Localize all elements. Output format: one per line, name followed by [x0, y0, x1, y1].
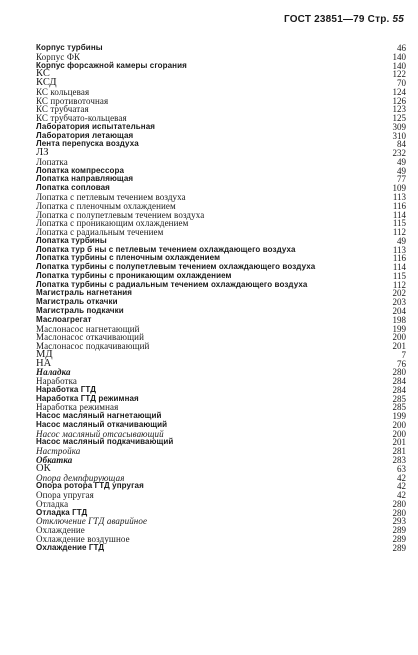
entry-page-number: 113: [392, 244, 406, 255]
entry-page-number: 76: [397, 358, 406, 369]
entry-page-number: 203: [392, 297, 406, 308]
index-entry: [36, 491, 406, 500]
entry-term: Опора демпфирующая: [36, 472, 125, 483]
entry-term: Магистраль нагнетания: [36, 288, 133, 298]
entry-page-number: 114: [392, 209, 406, 220]
entry-term: Магистраль откачки: [36, 297, 118, 307]
entry-term: Лопатка с радиальным течением: [36, 227, 164, 238]
entry-page-number: 289: [392, 533, 406, 544]
index-entry: [36, 140, 406, 149]
entry-page-number: 280: [392, 367, 406, 378]
entry-term: Лаборатория летающая: [36, 130, 134, 140]
entry-page-number: 63: [397, 463, 406, 474]
entry-page-number: 114: [392, 262, 406, 273]
entry-term: ЛЗ: [36, 147, 49, 159]
entry-term: Отладка: [36, 498, 69, 509]
index-entry: [36, 544, 406, 553]
index-entry: [36, 44, 406, 53]
index-entry: [36, 97, 406, 106]
index-entry: [36, 348, 406, 360]
index-entry: [36, 357, 406, 369]
entry-page-number: 123: [392, 104, 406, 115]
entry-page-number: 285: [392, 402, 406, 413]
entry-term: Корпус ФК: [36, 51, 81, 62]
entry-term: КСД: [36, 77, 57, 89]
entry-page-number: 204: [392, 305, 406, 316]
entry-term: Охлаждение: [36, 525, 85, 536]
index-entry: [36, 70, 406, 79]
entry-term: Маслонасос откачивающий: [36, 332, 144, 343]
entry-page-number: 112: [392, 279, 406, 290]
entry-term: Корпус турбины: [36, 43, 103, 52]
entry-term: Опора упругая: [36, 490, 94, 501]
entry-term: Обкатка: [36, 454, 73, 465]
entry-page-number: 200: [392, 332, 406, 343]
entry-page-number: 281: [392, 446, 406, 457]
entry-term: Насос масляный откачивающий: [36, 419, 168, 429]
index-entry: [36, 62, 406, 71]
entry-page-number: 200: [392, 419, 406, 430]
entry-term: Наработка ГТД режимная: [36, 393, 139, 403]
entry-term: Лопатка турбины: [36, 235, 107, 245]
index-entry: [36, 500, 406, 509]
entry-page-number: 125: [392, 113, 406, 124]
entry-page-number: 115: [392, 218, 406, 229]
entry-page-number: 283: [392, 454, 406, 465]
entry-page-number: 293: [392, 516, 406, 527]
index-list: [36, 44, 406, 552]
entry-page-number: 112: [392, 227, 406, 238]
entry-term: Лаборатория испытательная: [36, 121, 156, 131]
index-entry: [36, 456, 406, 465]
entry-page-number: 285: [392, 393, 406, 404]
index-entry: [36, 517, 406, 526]
entry-page-number: 109: [392, 183, 406, 194]
entry-term: Маслонасос подкачивающий: [36, 341, 150, 352]
index-entry: [36, 342, 406, 351]
entry-page-number: 140: [392, 60, 406, 71]
entry-page-number: 49: [397, 165, 406, 176]
entry-term: Лента перепуска воздуха: [36, 139, 139, 149]
entry-term: Наработка режимная: [36, 402, 119, 413]
entry-page-number: 201: [392, 341, 406, 352]
entry-page-number: 42: [397, 481, 406, 492]
entry-term: Охлаждение воздушное: [36, 533, 130, 544]
entry-term: КС кольцевая: [36, 86, 90, 97]
entry-term: Лопатка сопловая: [36, 183, 110, 193]
entry-term: Лопатка направляющая: [36, 174, 134, 184]
entry-page-number: 309: [392, 121, 406, 132]
entry-page-number: 200: [392, 428, 406, 439]
entry-term: Отладка ГТД: [36, 507, 88, 517]
entry-term: Лопатка с полупетлевым течением воздуха: [36, 209, 205, 220]
entry-page-number: 202: [392, 288, 406, 299]
entry-term: Лопатка турбины с радиальным течением охлаждающего воздуха: [36, 279, 308, 289]
entry-page-number: 310: [392, 130, 406, 141]
entry-page-number: 49: [397, 235, 406, 246]
entry-page-number: 42: [397, 472, 406, 483]
entry-term: МД: [36, 348, 53, 360]
standard-number: ГОСТ 23851—79: [283, 14, 365, 25]
entry-term: Лопатка компрессора: [36, 165, 125, 175]
entry-page-number: 289: [392, 525, 406, 536]
entry-term: Лопатка: [36, 156, 68, 167]
entry-page-number: 126: [392, 95, 406, 106]
entry-term: Лопатка турбины с пленочным охлаждением: [36, 253, 221, 263]
entry-term: Лопатка турбины с проникающим охлаждением: [36, 270, 232, 280]
entry-term: КС: [36, 68, 50, 80]
entry-page-number: 49: [397, 156, 406, 167]
entry-term: Наработка ГТД: [36, 384, 97, 394]
entry-term: Лопатка тур б ны с петлевым течением охлаждающего воздуха: [36, 244, 296, 254]
entry-term: Опора ротора ГТД упругая: [36, 481, 144, 491]
entry-term: Насос масляный нагнетающий: [36, 411, 162, 421]
index-entry: [36, 79, 406, 88]
entry-term: Маслонасос нагнетающий: [36, 323, 140, 334]
entry-term: Лопатка с пленочным охлаждением: [36, 200, 176, 211]
index-entry: [36, 438, 406, 447]
entry-page-number: 140: [392, 51, 406, 62]
entry-term: КС противоточная: [36, 95, 109, 106]
entry-term: Насос масляный отсасывающий: [36, 428, 164, 439]
entry-page-number: 115: [392, 270, 406, 281]
entry-page-number: 7: [401, 349, 406, 360]
page-header: [284, 14, 404, 25]
entry-page-number: 284: [392, 376, 406, 387]
entry-term: ОК: [36, 462, 51, 474]
entry-page-number: 122: [392, 69, 406, 80]
entry-page-number: 199: [392, 411, 406, 422]
entry-page-number: 42: [397, 490, 406, 501]
entry-term: Охлаждение ГТД: [36, 542, 105, 552]
entry-page-number: 124: [392, 86, 406, 97]
entry-page-number: 113: [392, 192, 406, 203]
entry-term: КС трубчатая: [36, 104, 89, 115]
entry-term: Лопатка с проникающим охлаждением: [36, 218, 189, 229]
index-entry: [36, 447, 406, 456]
index-entry: [36, 368, 406, 377]
entry-term: КС трубчато-кольцевая: [36, 113, 127, 124]
entry-page-number: 289: [392, 542, 406, 553]
index-entry: [36, 149, 406, 158]
entry-page-number: 77: [397, 174, 406, 185]
entry-page-number: 84: [397, 139, 406, 150]
entry-page-number: 280: [392, 507, 406, 518]
entry-term: Наладка: [36, 367, 71, 378]
entry-page-number: 46: [397, 43, 406, 53]
entry-page-number: 116: [392, 200, 406, 211]
entry-page-number: 280: [392, 498, 406, 509]
entry-page-number: 199: [392, 323, 406, 334]
entry-page-number: 198: [392, 314, 406, 325]
entry-term: Отключение ГТД аварийное: [36, 516, 148, 527]
entry-page-number: 284: [392, 384, 406, 395]
entry-term: Настройка: [36, 446, 81, 457]
page-label: Стр.: [367, 14, 390, 25]
entry-term: Лопатка турбины с полупетлевым течением охлаждающего воздуха: [36, 262, 316, 272]
entry-term: НА: [36, 357, 52, 369]
entry-page-number: 201: [392, 437, 406, 448]
entry-page-number: 70: [397, 78, 406, 89]
entry-term: Корпус форсажной камеры сгорания: [36, 60, 187, 70]
page-number: 55: [392, 14, 404, 25]
entry-term: Маслоагрегат: [36, 314, 92, 324]
entry-term: Магистраль подкачки: [36, 305, 124, 315]
entry-page-number: 232: [392, 148, 406, 159]
entry-term: Насос масляный подкачивающий: [36, 437, 174, 447]
entry-term: Лопатка с петлевым течением воздуха: [36, 192, 186, 203]
entry-page-number: 116: [392, 253, 406, 264]
entry-term: Наработка: [36, 376, 78, 387]
